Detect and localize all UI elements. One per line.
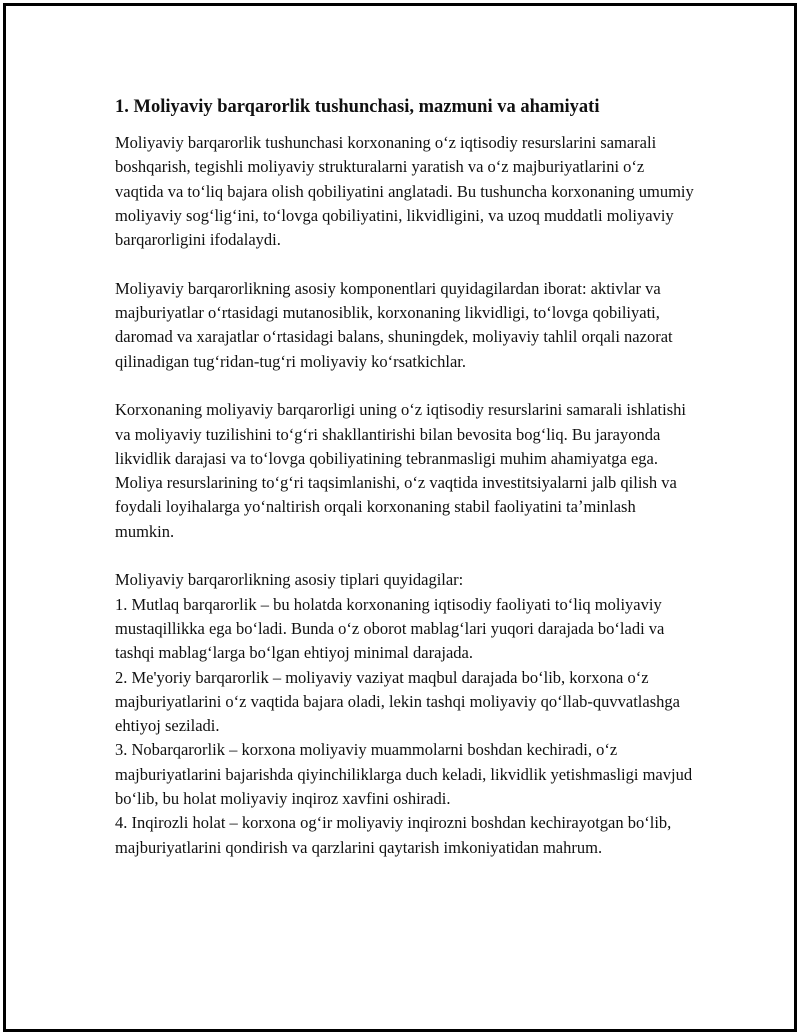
types-list	[115, 568, 695, 860]
paragraph-definition: Moliyaviy barqarorlik tushunchasi korxonaning oʻz iqtisodiy resurslarini samarali boshqarish, tegishli moliyaviy strukturalarni yaratish va oʻz majburiyatlarini oʻz vaqtida va toʻliq bajara olish qobiliyatini anglatadi. Bu tushuncha korxonaning umumiy moliyaviy sogʻligʻini, toʻlovga qobiliyatini, likvidligini, va uzoq muddatli moliyaviy barqarorligini ifodalaydi.	[115, 133, 694, 250]
document-body	[115, 95, 695, 860]
type-item-absolute: 1. Mutlaq barqarorlik – bu holatda korxonaning iqtisodiy faoliyati toʻliq moliyaviy mustaqillikka ega boʻladi. Bunda oʻz oborot mablagʻlari yuqori darajada boʻladi va tashqi mablagʻlarga boʻlgan ehtiyoj minimal darajada.	[115, 594, 665, 663]
type-item-crisis: 4. Inqirozli holat – korxona ogʻir moliyaviy inqirozni boshdan kechirayotgan boʻlib, majburiyatlarini qondirish va qarzlarini qaytarish imkoniyatidan mahrum.	[115, 813, 672, 857]
section-title: 1. Moliyaviy barqarorlik tushunchasi, mazmuni va ahamiyati	[115, 97, 600, 117]
paragraph-components: Moliyaviy barqarorlikning asosiy komponentlari quyidagilardan iborat: aktivlar va majburiyatlar oʻrtasidagi mutanosiblik, korxonaning likvidligi, toʻlovga qobiliyati, daromad va xarajatlar oʻrtasidagi balans, shuningdek, moliyaviy tahlil orqali nazorat qilinadigan tugʻridan-tugʻri moliyaviy koʻrsatkichlar.	[115, 278, 673, 371]
type-item-unstable: 3. Nobarqarorlik – korxona moliyaviy muammolarni boshdan kechiradi, oʻz majburiyatlarini bajarishda qiyinchiliklarga duch keladi, likvidlik yetishmasligi mavjud boʻlib, bu holat moliyaviy inqiroz xavfini oshiradi.	[115, 740, 693, 809]
paragraph-structure: Korxonaning moliyaviy barqarorligi uning oʻz iqtisodiy resurslarini samarali ishlatishi va moliyaviy tuzilishini toʻgʻri shakllantirishi bilan bevosita bogʻliq. Bu jarayonda likvidlik darajasi va toʻlovga qobiliyatining tebranmasligi muhim ahamiyatga ega. Moliya resurslarining toʻgʻri taqsimlanishi, oʻz vaqtida investitsiyalarni jalb qilish va foydali loyihalarga yoʻnaltirish orqali korxonaning stabil faoliyatini taʼminlash mumkin.	[115, 400, 686, 541]
type-item-normative: 2. Me'yoriy barqarorlik – moliyaviy vaziyat maqbul darajada boʻlib, korxona oʻz majburiyatlarini oʻz vaqtida bajara oladi, lekin tashqi moliyaviy qoʻllab-quvvatlashga ehtiyoj seziladi.	[115, 667, 680, 736]
types-intro: Moliyaviy barqarorlikning asosiy tiplari quyidagilar:	[115, 570, 464, 590]
